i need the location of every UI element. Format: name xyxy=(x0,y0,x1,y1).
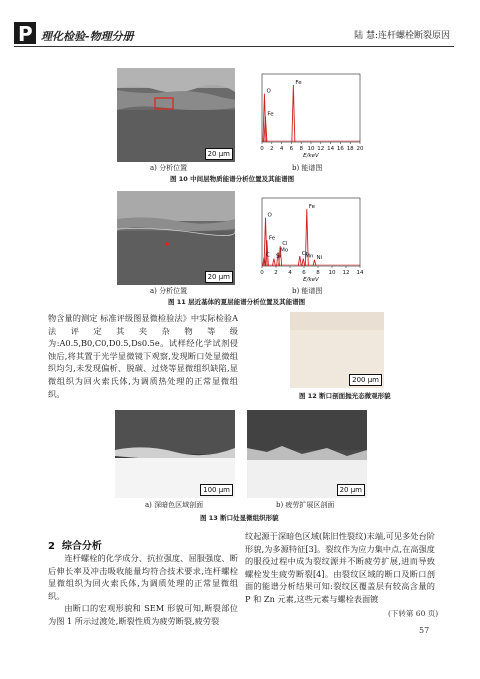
left-paragraph-2: 由断口的宏观形貌和 SEM 形貌可知,断裂部位为图 1 所示过渡处,断裂性质为疲劳断裂,疲劳裂 xyxy=(48,603,238,626)
x-tick-label: 6 xyxy=(302,270,306,276)
x-tick-label: 12 xyxy=(342,270,350,276)
peak-label: Mn xyxy=(305,253,314,260)
x-tick-label: 4 xyxy=(279,146,284,152)
peak-label: O xyxy=(266,88,271,95)
left-column-text xyxy=(48,552,238,628)
peak-label: Fe xyxy=(267,111,274,118)
x-tick-label: 6 xyxy=(289,146,294,152)
fig13-caption: 图 13 断口处显微组织形貌 xyxy=(200,514,279,522)
peak-label: Cr xyxy=(301,251,308,258)
header-rule xyxy=(14,46,454,47)
x-tick-label: 8 xyxy=(299,146,303,152)
section-heading xyxy=(48,537,102,552)
peak-label: Cl xyxy=(282,241,288,248)
fig12-caption: 图 12 断口剖面抛光态微观形貌 xyxy=(299,392,391,400)
peak-label: Fe xyxy=(308,203,316,210)
fig10-caption: 图 10 中间层物质能谱分析位置及其能谱图 xyxy=(170,175,295,183)
fig13b-scale-bar: 20 μm xyxy=(337,484,365,496)
body-text-top-content: 物含量的测定 标准评级图显微检验法》中实际检验A 法评定其夹杂物等级为:A0.5,B0,C0,D0.5,Ds0.5e。试样经化学试剂侵蚀后,将其置于光学显微镜下观察,发现断口处显微组织均匀,未发现偏析、脱碳、过烧等显微组织缺陷,显微组织为回火索氏体,为调质热处理的正常显微组织。 xyxy=(48,313,238,399)
fig10-scale-bar: 20 μm xyxy=(205,148,233,160)
page-number: 57 xyxy=(419,626,430,635)
right-column-text xyxy=(245,530,435,606)
x-tick-label: 14 xyxy=(327,146,335,152)
x-tick-label: 16 xyxy=(336,146,344,152)
x-axis-label: E/keV xyxy=(303,153,319,159)
fig11-spectrum-svg xyxy=(256,192,366,284)
x-tick-label: 20 xyxy=(356,146,364,152)
fig11-subcaption-b: b) 能谱图 xyxy=(292,287,323,295)
x-tick-label: 10 xyxy=(307,146,315,152)
section-number: 2 xyxy=(48,541,55,552)
body-text-top xyxy=(48,312,238,400)
fig13b-image xyxy=(247,410,367,498)
x-axis-label: E/keV xyxy=(303,277,319,283)
x-tick-label: 2 xyxy=(270,146,274,152)
fig10-spectrum xyxy=(256,68,366,160)
fig12-image xyxy=(290,312,384,388)
peak-label: Ni xyxy=(316,254,323,261)
peak-label: Mo xyxy=(280,247,289,254)
analysis-point xyxy=(165,242,169,246)
fig13-subcaption-a: a) 深暗色区域剖面 xyxy=(145,501,204,509)
fig10-subcaption-b: b) 能谱图 xyxy=(292,164,323,172)
continued-note: (下转第 60 页) xyxy=(388,609,439,618)
peak-label: Fe xyxy=(295,79,302,86)
x-tick-label: 12 xyxy=(317,146,325,152)
fig10-subcaption-a: a) 分析位置 xyxy=(150,164,188,172)
logo-letter: P xyxy=(18,22,33,46)
spectrum-peak xyxy=(292,85,295,142)
fig11-spectrum xyxy=(256,192,366,284)
fig11-subcaption-a: a) 分析位置 xyxy=(150,287,188,295)
section-title: 综合分析 xyxy=(61,541,102,552)
fig10-spectrum-svg xyxy=(256,68,366,160)
fig11-caption: 图 11 层近基体的夏层能谱分析位置及其能谱图 xyxy=(168,298,306,306)
fig10-sem-image xyxy=(117,68,235,162)
fig13a-image xyxy=(115,410,235,498)
peak-label: Fe xyxy=(268,235,276,242)
x-tick-label: 18 xyxy=(346,146,354,152)
running-header: 陆 慧:连杆螺栓断裂原因 xyxy=(354,31,450,41)
right-paragraph: 纹起源于深暗色区域(陈旧性裂纹)末端,可见多处台阶形貌,为多源特征[3]。裂纹作为应力集中点,在高强度的服役过程中成为裂纹源并不断疲劳扩展,进而导致螺栓发生疲劳断裂[4]。由裂纹区域的断口及断口剖面的能谱分析结果可知:裂纹区覆盖层有较高含量的 P 和 Zn 元素,这些元素与螺栓表面镀 xyxy=(245,531,435,604)
x-tick-label: 4 xyxy=(288,270,292,276)
x-tick-label: 14 xyxy=(356,270,364,276)
spectrum-frame xyxy=(262,74,360,142)
fig11-sem-image xyxy=(117,191,235,285)
magazine-title: 理化检验-物理分册 xyxy=(41,30,134,43)
fig13-subcaption-b: b) 疲劳扩展区剖面 xyxy=(276,501,335,509)
x-tick-label: 0 xyxy=(260,146,264,152)
x-tick-label: 8 xyxy=(316,270,320,276)
x-tick-label: 2 xyxy=(274,270,278,276)
peak-label: C xyxy=(266,252,270,259)
peak-label: O xyxy=(267,212,272,219)
fig13a-scale-bar: 100 μm xyxy=(200,484,233,496)
fig11-scale-bar: 20 μm xyxy=(205,271,233,283)
left-paragraph-1: 连杆螺栓的化学成分、抗拉强度、屈服强度、断后伸长率及冲击吸收能量均符合技术要求,连杆螺栓显微组织为回火索氏体,为调质处理的正常显微组织。 xyxy=(48,553,238,601)
spectrum-peak xyxy=(298,256,301,266)
fig12-scale-bar: 200 μm xyxy=(349,374,382,386)
peak-label: Si xyxy=(275,253,281,260)
x-tick-label: 0 xyxy=(260,270,264,276)
x-tick-label: 10 xyxy=(328,270,336,276)
